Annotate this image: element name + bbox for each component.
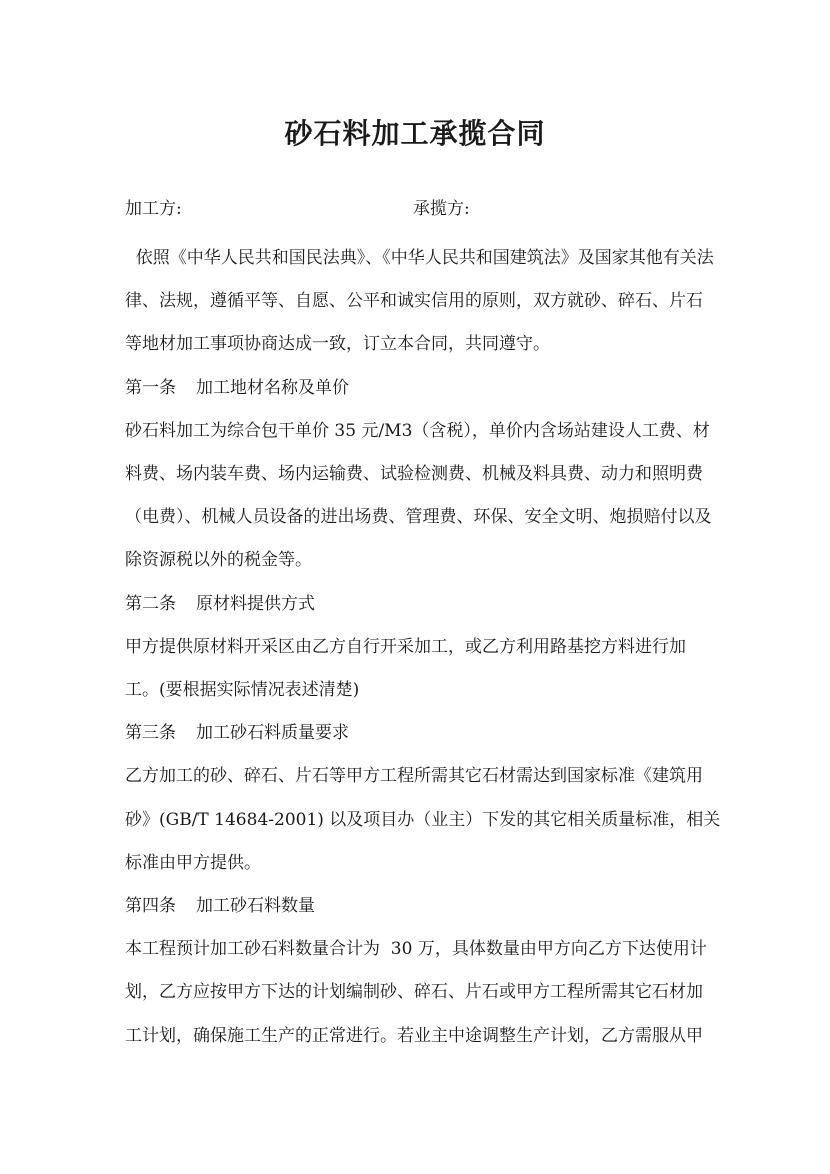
text-line: 等地材加工事项协商达成一致，订立本合同，共同遵守。 [125,334,550,355]
text-line: 划，乙方应按甲方下达的计划编制砂、碎石、片石或甲方工程所需其它石材加 [125,982,703,1003]
contractor-label: 承揽方: [413,199,470,219]
text-line: 砂石料加工为综合包干单价 35 元/M3（含税），单价内含场站建设人工费、材 [125,420,710,441]
article-1 [125,367,715,583]
processor-label: 加工方: [125,199,182,219]
article-heading [125,885,715,928]
article-title: 加工地材名称及单价 [196,377,349,398]
article-2 [125,583,715,713]
text-line: 乙方加工的砂、碎石、片石等甲方工程所需其它石材需达到国家标准《建筑用 [125,766,703,787]
contract-body [125,237,721,1058]
article-3 [125,712,721,885]
document-title: 砂石料加工承揽合同 [284,117,546,150]
text-line: 本工程预计加工砂石料数量合计为 30 万，具体数量由甲方向乙方下达使用计 [125,939,707,960]
text-line: （电费）、机械人员设备的进出场费、管理费、环保、安全文明、炮损赔付以及 [125,507,712,528]
article-heading [125,367,715,410]
text-line: 工。(要根据实际情况表述清楚) [125,680,360,701]
parties-row [125,194,725,220]
intro-paragraph [125,237,715,367]
article-number: 第四条 [125,896,176,917]
text-line: 除资源税以外的税金等。 [125,550,312,571]
article-title: 原材料提供方式 [196,593,315,614]
article-title: 加工砂石料质量要求 [196,723,349,744]
text-line: 工计划，确保施工生产的正常进行。若业主中途调整生产计划，乙方需服从甲 [125,1025,703,1046]
article-heading [125,583,715,626]
text-line: 砂》(GB/T 14684-2001) 以及项目办（业主）下发的其它相关质量标准，相关 [125,809,721,830]
article-title: 加工砂石料数量 [196,896,315,917]
article-number: 第三条 [125,723,176,744]
text-line: 标准由甲方提供。 [125,852,261,873]
article-number: 第二条 [125,593,176,614]
article-number: 第一条 [125,377,176,398]
text-line: 料费、场内装车费、场内运输费、试验检测费、机械及料具费、动力和照明费 [125,464,703,485]
text-line: 律、法规，遵循平等、自愿、公平和诚实信用的原则，双方就砂、碎石、片石 [125,291,703,312]
text-line: 甲方提供原材料开采区由乙方自行开采加工，或乙方利用路基挖方料进行加 [125,636,686,657]
article-heading [125,712,715,755]
article-4 [125,885,715,1058]
text-line: 依照《中华人民共和国民法典》、《中华人民共和国建筑法》及国家其他有关法 [125,248,714,268]
